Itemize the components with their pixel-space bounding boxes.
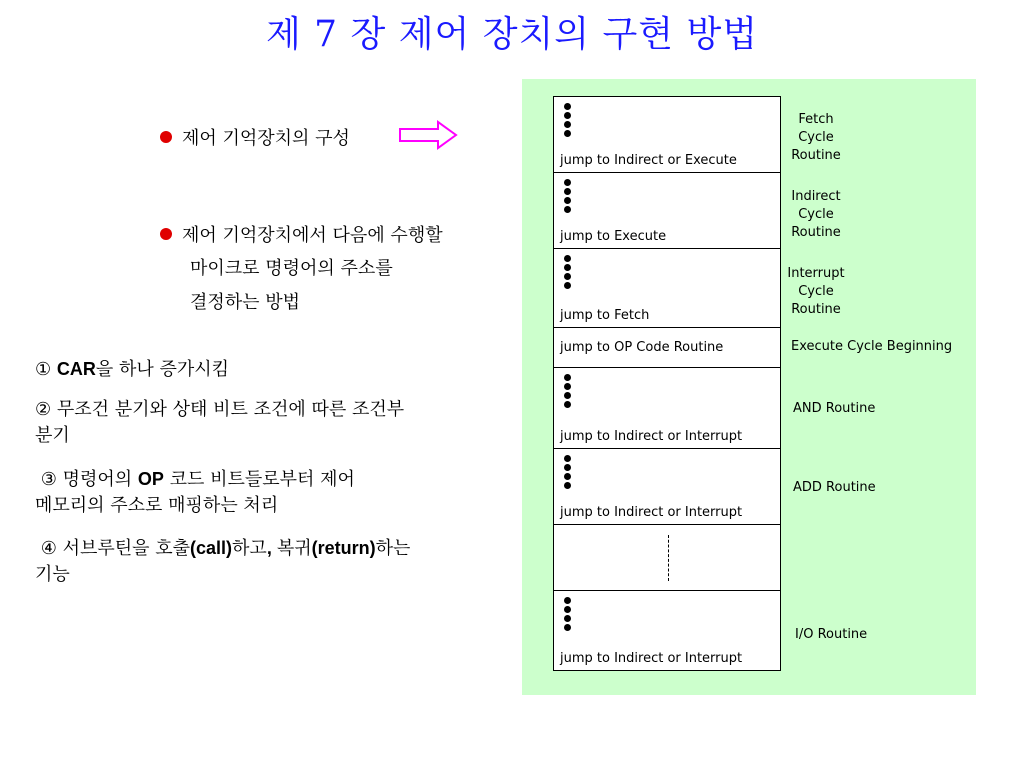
memory-block-add: [553, 448, 781, 525]
label-and-routine: AND Routine: [793, 401, 876, 416]
memory-block-gap: [553, 524, 781, 591]
memory-block-indirect: [553, 172, 781, 249]
list-item-4: ④ 서브루틴을 호출(call)하고, 복귀(return)하는 기능: [35, 538, 411, 585]
jump-text: jump to Indirect or Execute: [560, 153, 737, 168]
red-dot-icon: [160, 228, 172, 240]
list-item-1: ① CAR을 하나 증가시킴: [35, 359, 230, 380]
jump-text: jump to Execute: [560, 229, 667, 244]
label-interrupt-cycle-routine: Interrupt Cycle Routine: [787, 266, 845, 317]
jump-text: jump to OP Code Routine: [560, 340, 724, 355]
red-dot-icon: [160, 131, 172, 143]
bullet-next-address: [160, 221, 443, 247]
bullet-text: 제어 기억장치에서 다음에 수행할: [182, 225, 443, 246]
right-arrow-icon: [398, 120, 460, 150]
ellipsis-dots: [564, 103, 572, 139]
bullet-text-line3: 결정하는 방법: [190, 292, 301, 313]
jump-text: jump to Indirect or Interrupt: [560, 505, 743, 520]
list-item-2: ② 무조건 분기와 상태 비트 조건에 따른 조건부 분기: [35, 399, 405, 446]
ellipsis-dots: [564, 255, 572, 291]
bullet-text-line2: 마이크로 명령어의 주소를: [190, 258, 393, 279]
label-indirect-cycle-routine: Indirect Cycle Routine: [791, 189, 841, 240]
memory-block-interrupt: [553, 248, 781, 328]
ellipsis-dots: [564, 374, 572, 410]
jump-text: jump to Fetch: [560, 308, 650, 323]
vertical-dotted-line: [668, 535, 669, 581]
bullet-text: 제어 기억장치의 구성: [182, 128, 350, 149]
label-io-routine: I/O Routine: [795, 627, 868, 642]
label-execute-cycle-beginning: Execute Cycle Beginning: [791, 339, 953, 354]
bullet-control-memory-structure: [160, 124, 350, 150]
memory-block-io: [553, 590, 781, 671]
memory-block-and: [553, 367, 781, 449]
label-add-routine: ADD Routine: [793, 480, 876, 495]
ellipsis-dots: [564, 179, 572, 215]
label-fetch-cycle-routine: Fetch Cycle Routine: [791, 112, 841, 163]
memory-block-fetch: [553, 96, 781, 173]
ellipsis-dots: [564, 455, 572, 491]
list-item-3: ③ 명령어의 OP 코드 비트들로부터 제어 메모리의 주소로 매핑하는 처리: [35, 469, 355, 516]
memory-block-execute: [553, 327, 781, 368]
jump-text: jump to Indirect or Interrupt: [560, 651, 743, 666]
jump-text: jump to Indirect or Interrupt: [560, 429, 743, 444]
page-title: 제 7 장 제어 장치의 구현 방법: [265, 14, 759, 55]
ellipsis-dots: [564, 597, 572, 633]
